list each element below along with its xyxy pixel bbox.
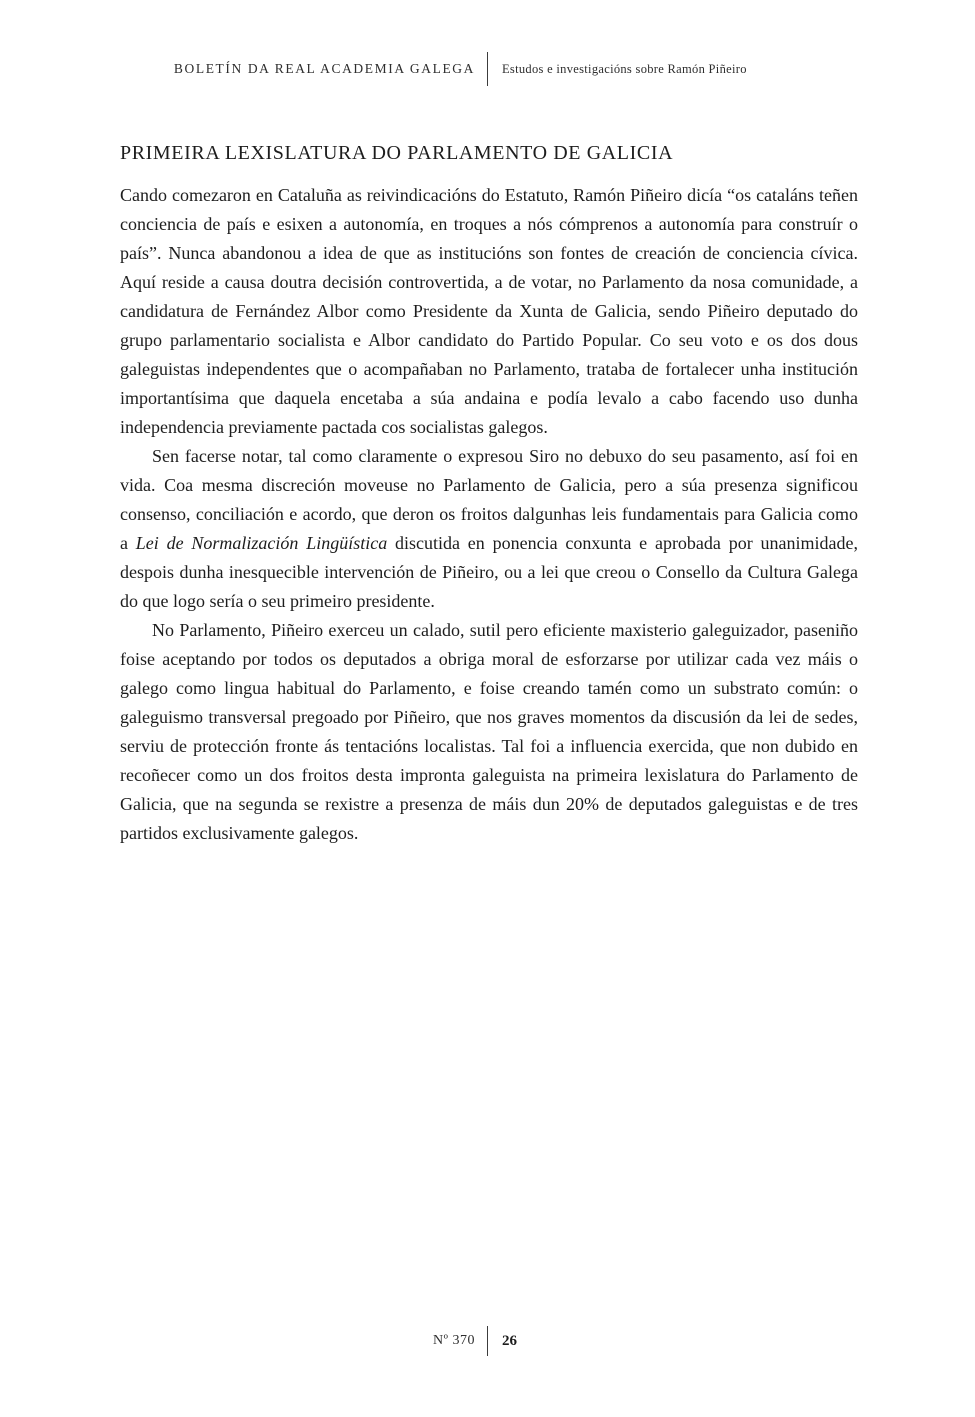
- journal-title: BOLETÍN DA REAL ACADEMIA GALEGA: [173, 61, 475, 76]
- running-section-title: Estudos e investigacións sobre Ramón Piñeiro: [502, 61, 747, 76]
- page-number: 26: [502, 1332, 517, 1349]
- paragraph-3-text: No Parlamento, Piñeiro exerceu un calado, sutil pero eficiente maxisterio galeguizador, paseniño foise aceptando por todos os deputados a obriga moral de esforzarse por utilizar cada vez máis o galego como lingua habitual do Parlamento, e foise creando tamén como un substrato común: o galeguismo transversal pregoado por Piñeiro, que nos graves momentos da discusión da lei de sedes, serviu de protección fronte ás tentacións localistas. Tal foi a influencia exercida, que non dubido en recoñecer como un dos froitos desta impronta galeguista na primeira lexislatura do Parlamento de Galicia, que na segunda se rexistre a presenza de máis dun 20% de deputados galeguistas e de tres partidos exclusivamente galegos.: [120, 620, 858, 843]
- paragraph-1: [120, 181, 858, 442]
- paragraph-1-text: Cando comezaron en Cataluña as reivindicacións do Estatuto, Ramón Piñeiro dicía “os cataláns teñen conciencia de país e esixen a autonomía, en troques a nós cómprenos a autonomía para construír o país”. Nunca abandonou a idea de que as institucións son fontes de creación de conciencia cívica. Aquí reside a causa doutra decisión controvertida, a de votar, no Parlamento da nosa comunidade, a candidatura de Fernández Albor como Presidente da Xunta de Galicia, sendo Piñeiro deputado do grupo parlamentario socialista e Albor candidato do Partido Popular. Co seu voto e os dos dous galeguistas independentes que o acompañaban no Parlamento, trataba de fortalecer unha institución importantísima que daquela encetaba a súa andaina e podía levalo a cabo facendo uso dunha independencia previamente pactada cos socialistas galegos.: [120, 185, 858, 437]
- paragraph-2-text-before: Sen facerse notar, tal como claramente o expresou Siro no debuxo do seu pasamento, así foi en vida. Coa mesma discreción moveuse no Parlamento de Galicia, pero a súa presenza significou consenso, conciliación e acordo, que deron os froitos dalgunhas leis fundamentais para Galicia como a: [120, 446, 858, 553]
- law-title-italic: Lei de Normalización Lingüística: [135, 533, 388, 553]
- article-body: [120, 142, 858, 848]
- page-header: [0, 52, 975, 86]
- paragraph-3: [120, 616, 858, 848]
- page-footer: [0, 1326, 975, 1356]
- paragraph-2: [120, 442, 858, 616]
- issue-number: Nº 370: [433, 1333, 475, 1348]
- article-heading: PRIMEIRA LEXISLATURA DO PARLAMENTO DE GALICIA: [120, 142, 674, 164]
- paragraph-2-text-after: discutida en ponencia conxunta e aprobada por unanimidade, despois dunha inesquecible intervención de Piñeiro, ou a lei que creou o Consello da Cultura Galega do que logo sería o seu primeiro presidente.: [120, 533, 858, 611]
